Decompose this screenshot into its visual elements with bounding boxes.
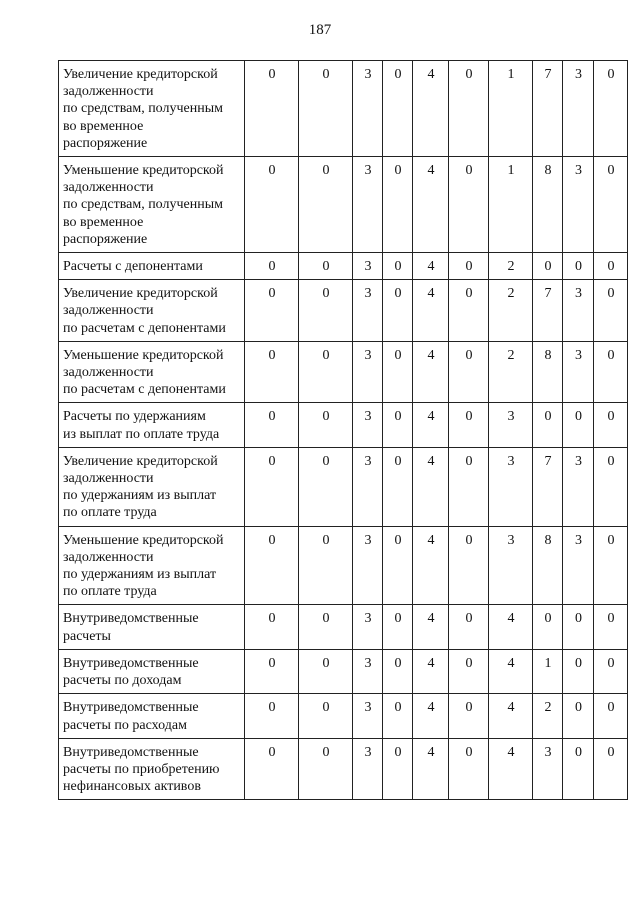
code-digit-cell: 0 <box>563 253 594 280</box>
row-label-line: задолженности <box>63 180 154 196</box>
row-label-cell <box>59 280 245 342</box>
code-digit-cell: 0 <box>594 341 628 403</box>
code-digit-cell: 1 <box>489 61 533 157</box>
row-label-cell <box>59 61 245 157</box>
code-digit-cell: 0 <box>383 649 413 693</box>
table-row <box>59 738 628 800</box>
code-digit-cell: 3 <box>563 447 594 526</box>
code-digit-cell: 0 <box>245 61 299 157</box>
row-label-line: по средствам, полученным <box>63 197 223 213</box>
code-digit-cell: 4 <box>489 738 533 800</box>
row-label-line: задолженности <box>63 471 154 487</box>
table-row <box>59 253 628 280</box>
code-digit-cell: 0 <box>449 61 489 157</box>
code-digit-cell: 0 <box>594 447 628 526</box>
row-label-line: по средствам, полученным <box>63 101 223 117</box>
code-digit-cell: 0 <box>383 526 413 605</box>
code-digit-cell: 0 <box>299 605 353 649</box>
code-digit-cell: 0 <box>533 403 563 447</box>
row-label-line: Расчеты с депонентами <box>63 259 203 275</box>
row-label-line: Внутриведомственные <box>63 744 199 760</box>
code-digit-cell: 0 <box>449 447 489 526</box>
code-digit-cell: 4 <box>489 605 533 649</box>
row-label-line: по оплате труда <box>63 505 157 521</box>
code-digit-cell: 0 <box>245 253 299 280</box>
code-digit-cell: 3 <box>353 157 383 253</box>
row-label-line: по расчетам с депонентами <box>63 382 226 398</box>
code-digit-cell: 0 <box>563 403 594 447</box>
row-label-line: Расчеты по удержаниям <box>63 409 206 425</box>
row-label-line: распоряжение <box>63 231 148 247</box>
code-digit-cell: 3 <box>563 341 594 403</box>
table-row <box>59 403 628 447</box>
code-digit-cell: 0 <box>245 694 299 738</box>
code-digit-cell: 0 <box>449 694 489 738</box>
code-digit-cell: 4 <box>413 157 449 253</box>
code-digit-cell: 1 <box>533 649 563 693</box>
code-digit-cell: 0 <box>299 157 353 253</box>
code-digit-cell: 0 <box>299 403 353 447</box>
code-digit-cell: 0 <box>245 447 299 526</box>
code-digit-cell: 0 <box>594 738 628 800</box>
row-label-line: по оплате труда <box>63 584 157 600</box>
code-digit-cell: 2 <box>489 341 533 403</box>
row-label-line: Внутриведомственные <box>63 655 199 671</box>
code-digit-cell: 0 <box>383 280 413 342</box>
code-digit-cell: 0 <box>383 605 413 649</box>
row-label-line: Уменьшение кредиторской <box>63 347 224 363</box>
code-digit-cell: 0 <box>594 253 628 280</box>
code-digit-cell: 0 <box>594 694 628 738</box>
table-row <box>59 157 628 253</box>
code-digit-cell: 7 <box>533 61 563 157</box>
code-digit-cell: 1 <box>489 157 533 253</box>
table-row <box>59 61 628 157</box>
code-digit-cell: 8 <box>533 157 563 253</box>
code-digit-cell: 0 <box>299 738 353 800</box>
code-digit-cell: 0 <box>594 526 628 605</box>
code-digit-cell: 2 <box>489 280 533 342</box>
code-digit-cell: 3 <box>563 526 594 605</box>
code-digit-cell: 0 <box>383 157 413 253</box>
code-digit-cell: 3 <box>489 526 533 605</box>
code-digit-cell: 7 <box>533 280 563 342</box>
row-label-line: из выплат по оплате труда <box>63 426 220 442</box>
code-digit-cell: 3 <box>353 280 383 342</box>
row-label-cell <box>59 605 245 649</box>
code-digit-cell: 0 <box>563 605 594 649</box>
code-digit-cell: 0 <box>449 526 489 605</box>
code-digit-cell: 0 <box>449 649 489 693</box>
code-digit-cell: 4 <box>413 61 449 157</box>
row-label-line: Внутриведомственные <box>63 611 199 627</box>
row-label-line: Увеличение кредиторской <box>63 453 218 469</box>
code-digit-cell: 0 <box>383 694 413 738</box>
code-digit-cell: 3 <box>533 738 563 800</box>
row-label-line: Внутриведомственные <box>63 700 199 716</box>
code-digit-cell: 0 <box>449 157 489 253</box>
row-label-line: задолженности <box>63 303 154 319</box>
code-digit-cell: 3 <box>353 403 383 447</box>
row-label-line: распоряжение <box>63 135 148 151</box>
row-label-line: Уменьшение кредиторской <box>63 532 224 548</box>
row-label-line: расчеты по доходам <box>63 673 182 689</box>
code-digit-cell: 3 <box>489 447 533 526</box>
row-label-line: во временное <box>63 214 144 230</box>
code-digit-cell: 0 <box>594 61 628 157</box>
code-digit-cell: 0 <box>383 447 413 526</box>
row-label-cell <box>59 738 245 800</box>
code-digit-cell: 0 <box>449 605 489 649</box>
code-digit-cell: 0 <box>533 605 563 649</box>
code-digit-cell: 3 <box>563 61 594 157</box>
code-digit-cell: 0 <box>299 61 353 157</box>
code-digit-cell: 0 <box>449 341 489 403</box>
code-digit-cell: 0 <box>299 447 353 526</box>
code-digit-cell: 7 <box>533 447 563 526</box>
code-digit-cell: 0 <box>299 280 353 342</box>
code-digit-cell: 0 <box>563 694 594 738</box>
code-digit-cell: 0 <box>594 403 628 447</box>
code-digit-cell: 3 <box>563 157 594 253</box>
code-digit-cell: 4 <box>413 280 449 342</box>
row-label-line: задолженности <box>63 549 154 565</box>
code-digit-cell: 4 <box>413 694 449 738</box>
row-label-cell <box>59 526 245 605</box>
code-digit-cell: 4 <box>413 447 449 526</box>
row-label-line: Увеличение кредиторской <box>63 67 218 82</box>
code-digit-cell: 0 <box>449 403 489 447</box>
table-row <box>59 649 628 693</box>
code-digit-cell: 0 <box>383 341 413 403</box>
row-label-cell <box>59 649 245 693</box>
row-label-line: задолженности <box>63 84 154 100</box>
page-number: 187 <box>308 22 332 38</box>
code-digit-cell: 8 <box>533 341 563 403</box>
row-label-line: по удержаниям из выплат <box>63 488 217 504</box>
code-digit-cell: 0 <box>449 253 489 280</box>
code-digit-cell: 2 <box>489 253 533 280</box>
code-digit-cell: 0 <box>449 280 489 342</box>
code-digit-cell: 3 <box>489 403 533 447</box>
code-digit-cell: 4 <box>413 738 449 800</box>
code-digit-cell: 3 <box>353 526 383 605</box>
code-digit-cell: 0 <box>245 605 299 649</box>
code-digit-cell: 3 <box>353 649 383 693</box>
code-digit-cell: 3 <box>563 280 594 342</box>
row-label-cell <box>59 341 245 403</box>
code-digit-cell: 3 <box>353 341 383 403</box>
code-digit-cell: 0 <box>245 649 299 693</box>
code-digit-cell: 0 <box>299 253 353 280</box>
code-digit-cell: 0 <box>594 157 628 253</box>
row-label-line: расчеты <box>63 628 111 644</box>
code-digit-cell: 8 <box>533 526 563 605</box>
code-digit-cell: 0 <box>299 694 353 738</box>
code-digit-cell: 0 <box>245 157 299 253</box>
code-digit-cell: 4 <box>413 526 449 605</box>
code-digit-cell: 0 <box>299 649 353 693</box>
code-digit-cell: 4 <box>413 253 449 280</box>
code-digit-cell: 0 <box>299 341 353 403</box>
row-label-line: задолженности <box>63 365 154 381</box>
table-row <box>59 605 628 649</box>
code-digit-cell: 0 <box>594 605 628 649</box>
code-digit-cell: 0 <box>245 526 299 605</box>
table-row <box>59 280 628 342</box>
code-digit-cell: 0 <box>533 253 563 280</box>
row-label-cell <box>59 403 245 447</box>
code-digit-cell: 0 <box>563 649 594 693</box>
code-digit-cell: 3 <box>353 253 383 280</box>
row-label-line: нефинансовых активов <box>63 779 201 795</box>
code-digit-cell: 0 <box>245 280 299 342</box>
code-digit-cell: 0 <box>383 253 413 280</box>
code-digit-cell: 0 <box>594 649 628 693</box>
code-digit-cell: 4 <box>489 694 533 738</box>
code-digit-cell: 0 <box>383 738 413 800</box>
code-digit-cell: 4 <box>413 605 449 649</box>
code-digit-cell: 3 <box>353 694 383 738</box>
table-row <box>59 526 628 605</box>
row-label-cell <box>59 157 245 253</box>
code-digit-cell: 0 <box>594 280 628 342</box>
code-digit-cell: 0 <box>383 403 413 447</box>
account-codes-table <box>58 60 628 800</box>
code-digit-cell: 3 <box>353 447 383 526</box>
row-label-line: Увеличение кредиторской <box>63 286 218 302</box>
row-label-line: расчеты по расходам <box>63 717 187 733</box>
code-digit-cell: 0 <box>563 738 594 800</box>
code-digit-cell: 4 <box>489 649 533 693</box>
code-digit-cell: 0 <box>245 341 299 403</box>
code-digit-cell: 0 <box>245 738 299 800</box>
code-digit-cell: 3 <box>353 605 383 649</box>
row-label-cell <box>59 253 245 280</box>
table-body <box>59 61 628 800</box>
row-label-line: по расчетам с депонентами <box>63 320 226 336</box>
row-label-line: расчеты по приобретению <box>63 761 220 777</box>
row-label-cell <box>59 447 245 526</box>
code-digit-cell: 3 <box>353 738 383 800</box>
code-digit-cell: 2 <box>533 694 563 738</box>
code-digit-cell: 3 <box>353 61 383 157</box>
row-label-cell <box>59 694 245 738</box>
code-digit-cell: 4 <box>413 341 449 403</box>
code-digit-cell: 4 <box>413 403 449 447</box>
table-row <box>59 694 628 738</box>
code-digit-cell: 4 <box>413 649 449 693</box>
code-digit-cell: 0 <box>245 403 299 447</box>
table-row <box>59 447 628 526</box>
code-digit-cell: 0 <box>383 61 413 157</box>
row-label-line: во временное <box>63 118 144 134</box>
code-digit-cell: 0 <box>299 526 353 605</box>
code-digit-cell: 0 <box>449 738 489 800</box>
row-label-line: Уменьшение кредиторской <box>63 163 224 179</box>
table-row <box>59 341 628 403</box>
row-label-line: по удержаниям из выплат <box>63 567 217 583</box>
